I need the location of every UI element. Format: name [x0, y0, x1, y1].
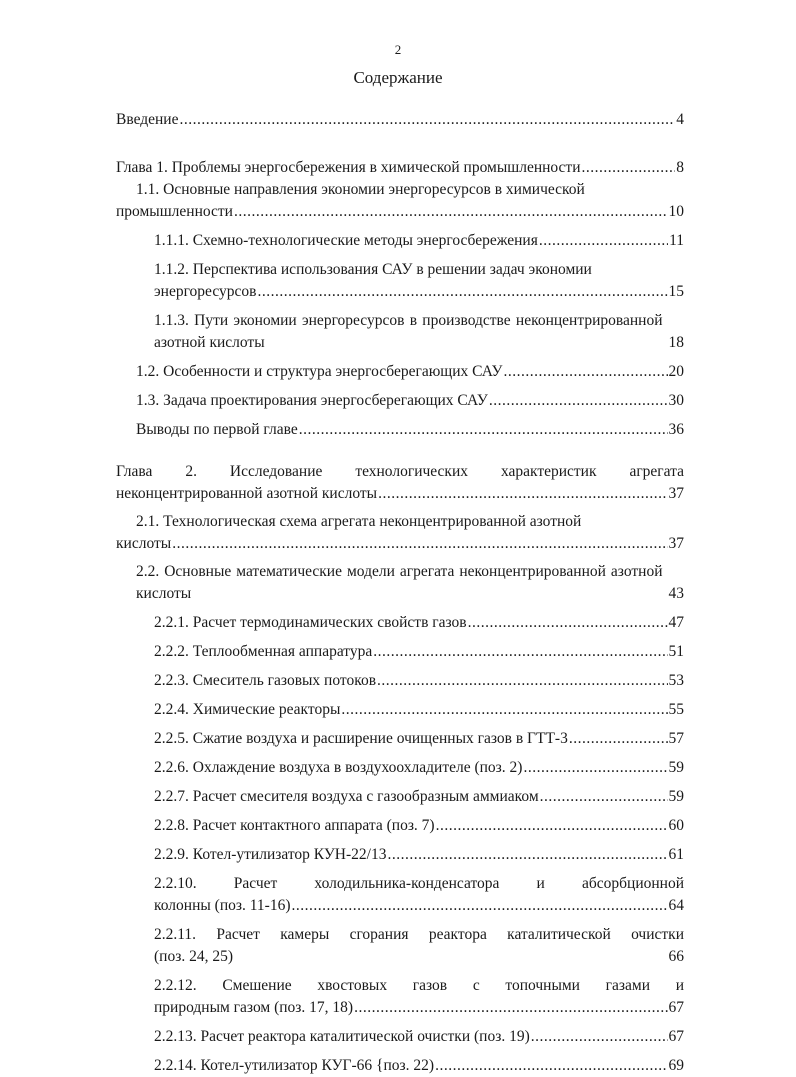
toc-entry-title: 2.2.14. Котел-утилизатор КУГ-66 {поз. 22) [154, 1057, 435, 1074]
toc-entry [116, 924, 684, 968]
toc-entry-title: Глава 1. Проблемы энергосбережения в химической промышленности [116, 159, 581, 176]
toc-entry-page: 60 [668, 817, 684, 834]
toc-entry-page: 69 [668, 1057, 684, 1074]
toc-entry-page: 43 [668, 585, 684, 602]
toc-entry-title: Выводы по первой главе [136, 421, 298, 438]
toc-entry-lead: 2.1. Технологическая схема агрегата неконцентрированной азотной [136, 513, 582, 530]
toc-entry [116, 1026, 684, 1048]
toc-entry [116, 390, 684, 412]
toc-entry [116, 230, 684, 252]
toc-entry-title: 2.2.8. Расчет контактного аппарата (поз. 7) [154, 817, 435, 834]
toc-entry-page: 4 [676, 111, 684, 128]
toc-entry [116, 728, 684, 750]
toc-entry-page: 15 [668, 283, 684, 300]
toc-entry [116, 844, 684, 866]
toc-entry-title: 2.2.6. Охлаждение воздуха в воздухоохладителе (поз. 2) [154, 759, 523, 776]
toc-entry-title: 1.1.1. Схемно-технологические методы энергосбережения [154, 232, 538, 249]
toc-entry-title: 2.2.13. Расчет реактора каталитической очистки (поз. 19) [154, 1028, 530, 1045]
toc-entry-title: 2.2.7. Расчет смесителя воздуха с газообразным аммиаком [154, 788, 539, 805]
toc-entry-page: 59 [668, 759, 684, 776]
toc-entry [116, 670, 684, 692]
toc-entry-page: 67 [668, 1028, 684, 1045]
toc-entry-page: 66 [668, 948, 684, 965]
toc-entry-title: 2.2.9. Котел-утилизатор КУН-22/13 [154, 846, 387, 863]
toc-entry-page: 57 [668, 730, 684, 747]
toc-entry-title: 2.2.4. Химические реакторы [154, 701, 341, 718]
toc-entry [116, 109, 684, 131]
toc-entry-title: неконцентрированной азотной кислоты [116, 485, 378, 502]
toc-entry-page: 59 [668, 788, 684, 805]
toc-entry-page: 8 [676, 159, 684, 176]
toc-entry [116, 419, 684, 441]
toc-entry-lead: 2.2.10. Расчет холодильника-конденсатора и абсорбционной [154, 875, 684, 892]
toc-entry-page: 10 [668, 203, 684, 220]
toc-entry-title: Введение [116, 111, 179, 128]
toc-entry [116, 461, 684, 505]
toc-entry [116, 310, 684, 354]
toc-entry-page: 30 [668, 392, 684, 409]
toc-entry [116, 641, 684, 663]
toc-entry [116, 873, 684, 917]
toc-entry [116, 1055, 684, 1077]
toc-entry-page: 37 [668, 535, 684, 552]
toc-entry [116, 561, 684, 605]
toc-entry-page: 55 [668, 701, 684, 718]
toc-entry [116, 612, 684, 634]
toc-entry-page: 64 [668, 897, 684, 914]
toc-entry [116, 975, 684, 1019]
toc-entry [116, 757, 684, 779]
toc-entry-title: колонны (поз. 11-16) [154, 897, 291, 914]
toc-entry-title: 2.2.1. Расчет термодинамических свойств газов [154, 614, 467, 631]
toc-entry-title: 2.2.3. Смеситель газовых потоков [154, 672, 377, 689]
table-of-contents [116, 109, 684, 1077]
page-title: Содержание [353, 68, 443, 87]
toc-entry [116, 179, 684, 223]
toc-entry [116, 511, 684, 555]
toc-entry-title: кислоты [116, 535, 172, 552]
toc-entry-title: энергоресурсов [154, 283, 257, 300]
toc-entry-lead: 1.1. Основные направления экономии энергоресурсов в химической [136, 181, 585, 198]
toc-entry-lead: Глава 2. Исследование технологических характеристик агрегата [116, 463, 684, 480]
toc-entry [116, 157, 684, 179]
toc-entry-lead: 2.2.11. Расчет камеры сгорания реактора каталитической очистки [154, 926, 684, 943]
page-number: 2 [394, 42, 402, 57]
toc-entry-title: (поз. 24, 25) [154, 948, 233, 965]
toc-entry-title: 2.2. Основные математические модели агрегата неконцентрированной азотной кислоты [136, 563, 663, 602]
toc-entry-title: 2.2.5. Сжатие воздуха и расширение очищенных газов в ГТТ-3 [154, 730, 568, 747]
toc-entry-page: 36 [668, 421, 684, 438]
toc-entry-page: 47 [668, 614, 684, 631]
toc-entry [116, 361, 684, 383]
toc-entry-page: 51 [668, 643, 684, 660]
toc-entry-page: 53 [668, 672, 684, 689]
toc-entry [116, 699, 684, 721]
toc-entry-page: 37 [668, 485, 684, 502]
toc-entry-title: 1.2. Особенности и структура энергосберегающих САУ [136, 363, 503, 380]
toc-entry-title: 1.3. Задача проектирования энергосберегающих САУ [136, 392, 488, 409]
toc-entry-page: 18 [668, 334, 684, 351]
toc-entry-page: 67 [668, 999, 684, 1016]
toc-entry-title: 2.2.2. Теплообменная аппаратура [154, 643, 373, 660]
toc-entry-lead: 1.1.2. Перспектива использования САУ в решении задач экономии [154, 261, 592, 278]
toc-entry-page: 61 [668, 846, 684, 863]
toc-entry [116, 259, 684, 303]
toc-entry [116, 786, 684, 808]
toc-entry-lead: 2.2.12. Смешение хвостовых газов с топочными газами и [154, 977, 684, 994]
toc-entry-page: 20 [668, 363, 684, 380]
toc-entry-title: промышленности [116, 203, 233, 220]
toc-entry-title: 1.1.3. Пути экономии энергоресурсов в производстве неконцентрированной азотной кислоты [154, 312, 663, 351]
toc-entry-page: 11 [669, 232, 684, 249]
toc-entry [116, 815, 684, 837]
toc-entry-title: природным газом (поз. 17, 18) [154, 999, 354, 1016]
